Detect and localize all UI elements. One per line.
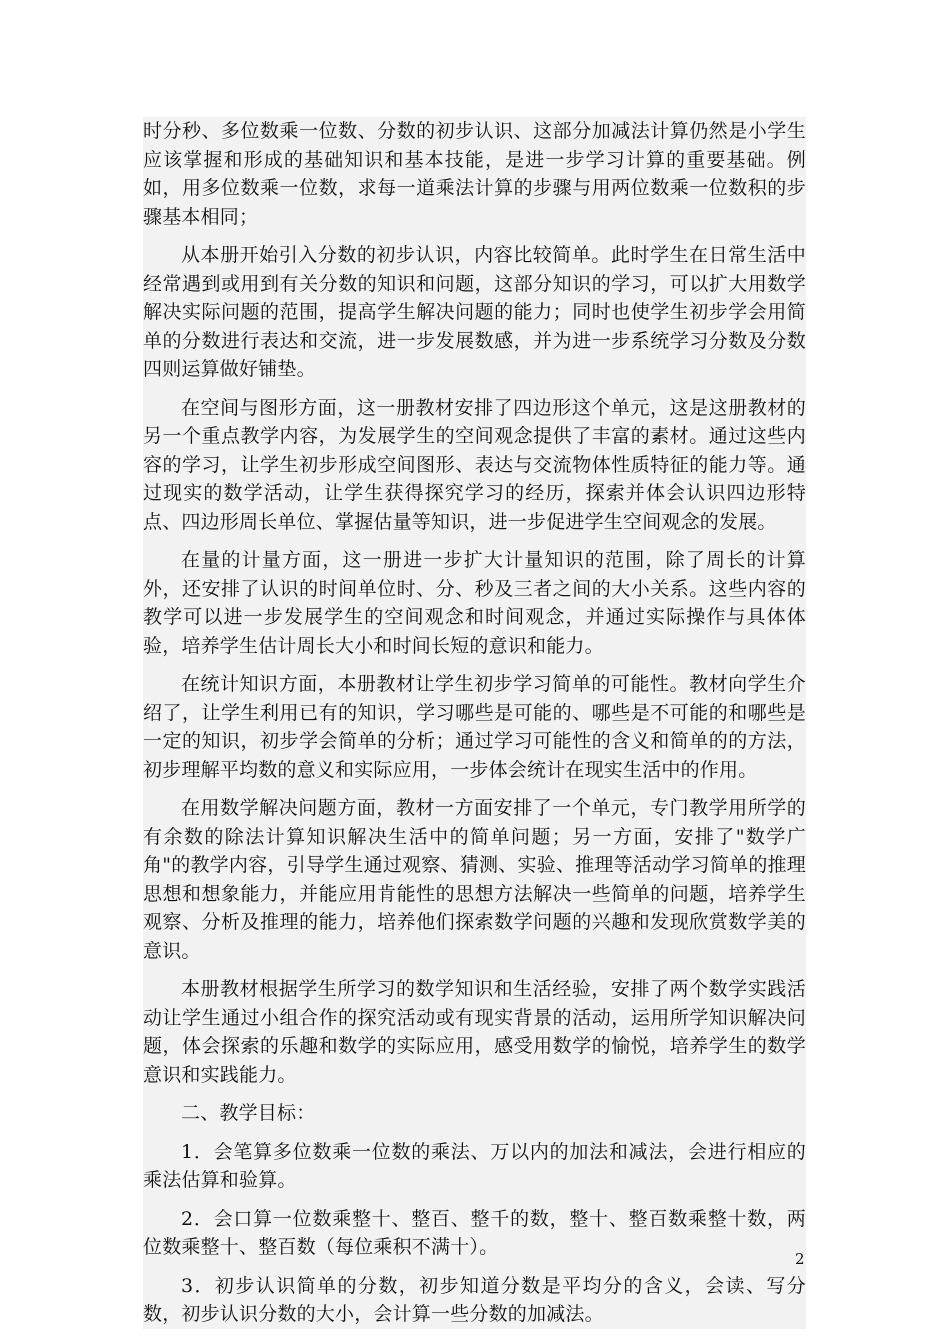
paragraph: 2．会口算一位数乘整十、整百、整千的数，整十、整百数乘整十数，两位数乘整十、整百数（每位乘积不满十）。 <box>143 1207 806 1258</box>
document-body <box>143 117 806 1329</box>
paragraph: 时分秒、多位数乘一位数、分数的初步认识、这部分加减法计算仍然是小学生应该掌握和形成的基础知识和基本技能，是进一步学习计算的重要基础。例如，用多位数乘一位数，求每一道乘法计算的步骤与用两位数乘一位数积的步骤基本相同； <box>143 120 806 228</box>
paragraph: 3．初步认识简单的分数，初步知道分数是平均分的含义，会读、写分数，初步认识分数的大小，会计算一些分数的加减法。 <box>143 1274 806 1325</box>
paragraph: 1．会笔算多位数乘一位数的乘法、万以内的加法和减法，会进行相应的乘法估算和验算。 <box>143 1140 806 1191</box>
paragraph: 在空间与图形方面，这一册教材安排了四边形这个单元，这是这册教材的另一个重点教学内容，为发展学生的空间观念提供了丰富的素材。通过这些内容的学习，让学生初步形成空间图形、表达与交流物体性质特征的能力等。通过现实的数学活动，让学生获得探究学习的经历，探索并体会认识四边形特点、四边形周长单位、掌握估量等知识，进一步促进学生空间观念的发展。 <box>143 396 806 533</box>
paragraph: 本册教材根据学生所学习的数学知识和生活经验，安排了两个数学实践活动让学生通过小组合作的探究活动或有现实背景的活动，运用所学知识解决问题，体会探索的乐趣和数学的实际应用，感受用数学的愉悦，培养学生的数学意识和实践能力。 <box>143 978 806 1086</box>
paragraph: 从本册开始引入分数的初步认识，内容比较简单。此时学生在日常生活中经常遇到或用到有关分数的知识和问题，这部分知识的学习，可以扩大用数学解决实际问题的范围，提高学生解决问题的能力；同时也使学生初步学会用简单的分数进行表达和交流，进一步发展数感，并为进一步系统学习分数及分数四则运算做好铺垫。 <box>143 244 806 380</box>
paragraph: 在量的计量方面，这一册进一步扩大计量知识的范围，除了周长的计算外，还安排了认识的时间单位时、分、秒及三者之间的大小关系。这些内容的教学可以进一步发展学生的空间观念和时间观念，并通过实际操作与具体体验，培养学生估计周长大小和时间长短的意识和能力。 <box>143 549 806 657</box>
paragraph: 在统计知识方面，本册教材让学生初步学习简单的可能性。教材向学生介绍了，让学生利用已有的知识，学习哪些是可能的、哪些是不可能的和哪些是一定的知识，初步学会简单的分析；通过学习可能性的含义和简单的的方法，初步理解平均数的意义和实际应用，一步体会统计在现实生活中的作用。 <box>143 673 806 781</box>
paragraph: 在用数学解决问题方面，教材一方面安排了一个单元，专门教学用所学的有余数的除法计算知识解决生活中的简单问题；另一方面，安排了"数学广角"的教学内容，引导学生通过观察、猜测、实验、推理等活动学习简单的推理思想和想象能力，并能应用肯能性的思想方法解决一些简单的问题，培养学生观察、分析及推理的能力，培养他们探索数学问题的兴趣和发现欣赏数学美的意识。 <box>143 797 806 962</box>
page-number: 2 <box>795 1250 805 1268</box>
paragraph: 二、教学目标： <box>181 1102 316 1124</box>
